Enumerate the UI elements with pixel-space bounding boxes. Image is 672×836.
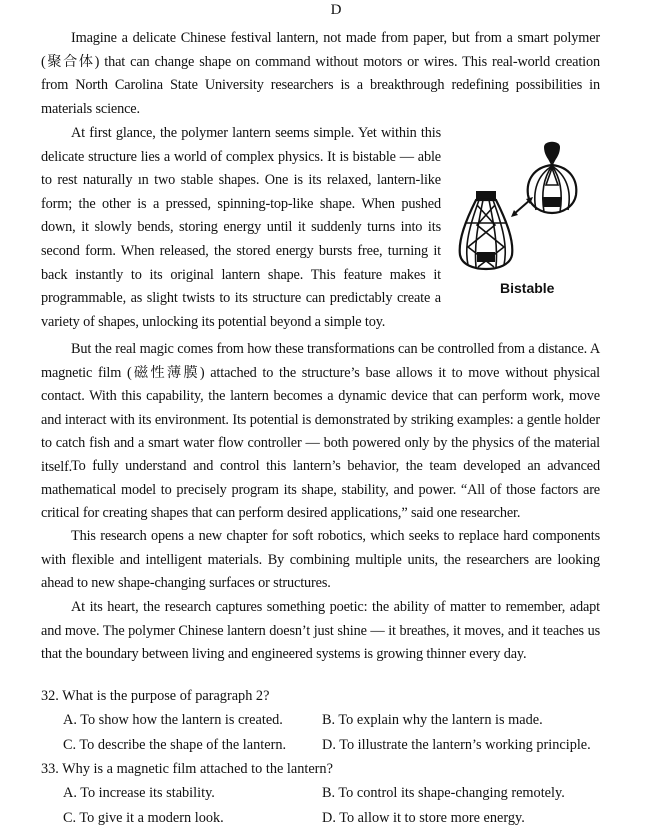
question-32-option-d[interactable]: D. To illustrate the lantern’s working principle.: [322, 737, 591, 753]
paragraph-4: To fully understand and control this lantern’s behavior, the team developed an advanced mathematical model to precisely program its shape, stability, and power. “All of those factors are critical for creating shapes that can perform desired applications,” said one researcher.: [41, 458, 600, 522]
paragraph-3: But the real magic comes from how these transformations can be controlled from a distance. A magnetic film (磁性薄膜) attached to the structure’s base allows it to move without physical contact. With this capability, the lantern becomes a dynamic device that can perform work, move and interact with its environment. Its potential is demonstrated by striking examples: a gentle holder to catch fish and a smart water flow controller — both powered only by the physics of the material itself.: [41, 341, 600, 475]
question-32-option-a[interactable]: A. To show how the lantern is created.: [63, 712, 283, 728]
section-letter: D: [330, 2, 342, 18]
paragraph-5: This research opens a new chapter for soft robotics, which seeks to replace hard components with flexible and intelligent materials. By combining multiple units, the researchers are looking ahead to new shape-changing surfaces or structures.: [41, 528, 600, 592]
question-33-option-a[interactable]: A. To increase its stability.: [63, 785, 215, 801]
bistable-figure: [456, 135, 616, 305]
question-32-option-b[interactable]: B. To explain why the lantern is made.: [322, 712, 543, 728]
figure-caption: Bistable: [500, 280, 555, 296]
question-33-option-d[interactable]: D. To allow it to store more energy.: [322, 810, 525, 826]
question-33-option-c[interactable]: C. To give it a modern look.: [63, 810, 224, 826]
question-32-option-c[interactable]: C. To describe the shape of the lantern.: [63, 737, 287, 753]
paragraph-1: Imagine a delicate Chinese festival lantern, not made from paper, but from a smart polymer (聚合体) that can change shape on command without motors or wires. This real-world creation from North Carolina State University researchers is a breakthrough redefining possibilities in materials science.: [41, 30, 600, 117]
lantern-form-icon: [460, 191, 513, 269]
bistable-illustration: [456, 135, 616, 280]
paragraph-6: At its heart, the research captures something poetic: the ability of matter to remember, adapt and move. The polymer Chinese lantern doesn’t just shine — it breathes, it moves, and it teaches us that the boundary between living and engineered systems is growing thinner every day.: [41, 599, 600, 663]
question-33-stem: 33. Why is a magnetic film attached to the lantern?: [41, 761, 333, 777]
paragraph-2: At first glance, the polymer lantern seems simple. Yet within this delicate structure lies a world of complex physics. It is bistable — able to rest naturally ın two stable shapes. One is its relaxed, lantern-like form; the other is a pressed, spinning-top-like shape. When pushed down, it slowly bends, storing energy until it suddenly turns into its second form. When released, the stored energy bursts free, turning it back instantly to its original lantern shape. This feature makes it programmable, as slight twists to its structure can predictably create a variety of shapes, unlocking its potential beyond a simple toy.: [41, 125, 441, 330]
question-32-stem: 32. What is the purpose of paragraph 2?: [41, 688, 270, 704]
spinning-top-form-icon: [528, 142, 577, 213]
question-33-option-b[interactable]: B. To control its shape-changing remotely.: [322, 785, 565, 801]
